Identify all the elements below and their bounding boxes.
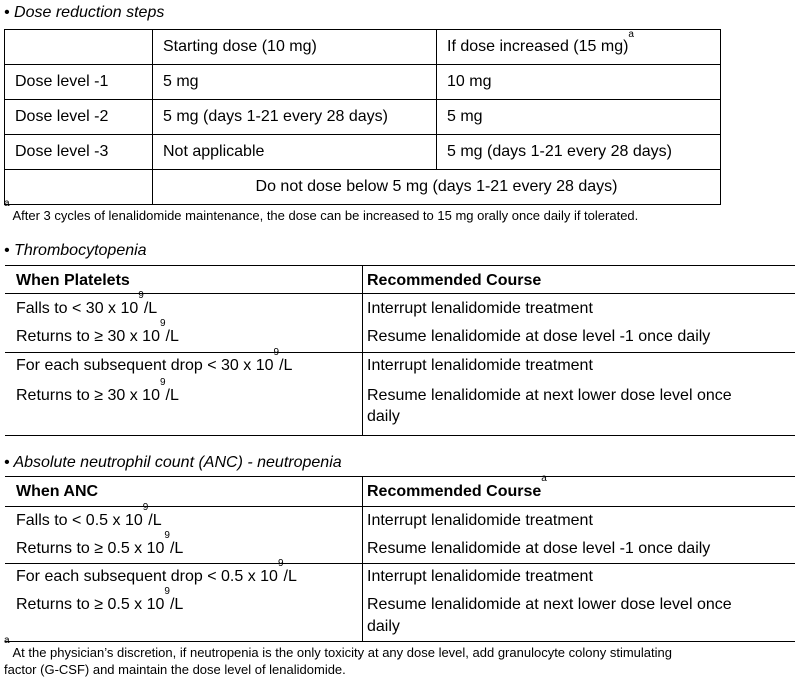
table-cell: Returns to ≥ 0.5 x $10^9/L$ [16, 586, 184, 613]
table-rule [5, 563, 795, 564]
table-cell: Dose level -2 [5, 100, 153, 135]
table-cell: 10 mg [437, 65, 721, 100]
table-rule [5, 435, 795, 436]
thrombocytopenia-heading: • Thrombocytopenia [4, 242, 147, 259]
column-header: Recommended Course [367, 272, 542, 289]
footnote-marker: a [4, 635, 10, 646]
table-cell: Resume lenalidomide at dose level -1 once daily [367, 328, 711, 345]
table-cell: Interrupt lenalidomide treatment [367, 300, 593, 317]
table-cell: Interrupt lenalidomide treatment [367, 512, 593, 529]
footnote-marker: a [628, 29, 634, 40]
table-rule [5, 265, 795, 266]
table-rule [5, 293, 795, 294]
dose-reduction-table [4, 29, 721, 205]
table-rule [5, 352, 795, 353]
table-rule [5, 506, 795, 507]
table-cell: Dose level -1 [5, 65, 153, 100]
table-cell: Returns to ≥ 30 x $10^9/L$ [16, 318, 179, 345]
table-header-cell: Starting dose (10 mg) [153, 30, 437, 65]
table-cell: For each subsequent drop < 0.5 x $10^9/L$ [16, 558, 297, 585]
table-cell: Returns to ≥ 30 x $10^9/L$ [16, 377, 179, 404]
table-cell: 5 mg (days 1-21 every 28 days) [153, 100, 437, 135]
footnote-marker: a [4, 198, 10, 209]
table-rule [5, 476, 795, 477]
table-header-cell [5, 30, 153, 65]
column-header: When Platelets [16, 272, 130, 289]
table-cell: Resume lenalidomide at next lower dose level once [367, 387, 732, 404]
dose-reduction-heading: • Dose reduction steps [4, 4, 165, 21]
column-header: When ANC [16, 483, 99, 500]
table-header-row [5, 30, 721, 65]
table-header-cell: If dose increased (15 mg)$^a$ [437, 30, 721, 65]
table-cell: 5 mg [437, 100, 721, 135]
table-cell [5, 170, 153, 205]
table-cell: Resume lenalidomide at dose level -1 once daily [367, 540, 711, 557]
dose-footnote: $^a$ After 3 cycles of lenalidomide maintenance, the dose can be increased to 15 mg orally once daily if tolerated. [4, 198, 639, 223]
minimum-dose-note: Do not dose below 5 mg (days 1-21 every 28 days) [153, 170, 721, 205]
table-cell: Interrupt lenalidomide treatment [367, 568, 593, 585]
table-row [5, 100, 721, 135]
table-cell: daily [367, 618, 400, 635]
table-cell: 5 mg (days 1-21 every 28 days) [437, 135, 721, 170]
column-divider [362, 476, 363, 642]
table-cell: Not applicable [153, 135, 437, 170]
table-rule [5, 641, 795, 642]
thrombocytopenia-table [5, 265, 795, 437]
neutropenia-footnote: $^a$ At the physician’s discretion, if neutropenia is the only toxicity at any dose level, add granulocyte colony stimulating factor (G-CSF) and maintain the dose level of lenalidomide. [4, 635, 672, 677]
table-cell: Dose level -3 [5, 135, 153, 170]
column-divider [362, 265, 363, 436]
table-cell: daily [367, 408, 400, 425]
table-cell: 5 mg [153, 65, 437, 100]
table-row [5, 170, 721, 205]
neutropenia-table [5, 473, 795, 648]
table-cell: Returns to ≥ 0.5 x $10^9/L$ [16, 530, 184, 557]
table-row [5, 65, 721, 100]
table-row [5, 135, 721, 170]
table-cell: Falls to < 0.5 x $10^9/L$ [16, 502, 162, 529]
table-cell: For each subsequent drop < 30 x $10^9/L$ [16, 347, 293, 374]
table-cell: Resume lenalidomide at next lower dose level once [367, 596, 732, 613]
table-cell: Falls to < 30 x $10^9/L$ [16, 290, 158, 317]
column-header: Recommended Course$^a$ [367, 473, 547, 500]
table-cell: Interrupt lenalidomide treatment [367, 357, 593, 374]
neutropenia-heading: • Absolute neutrophil count (ANC) - neutropenia [4, 454, 342, 471]
